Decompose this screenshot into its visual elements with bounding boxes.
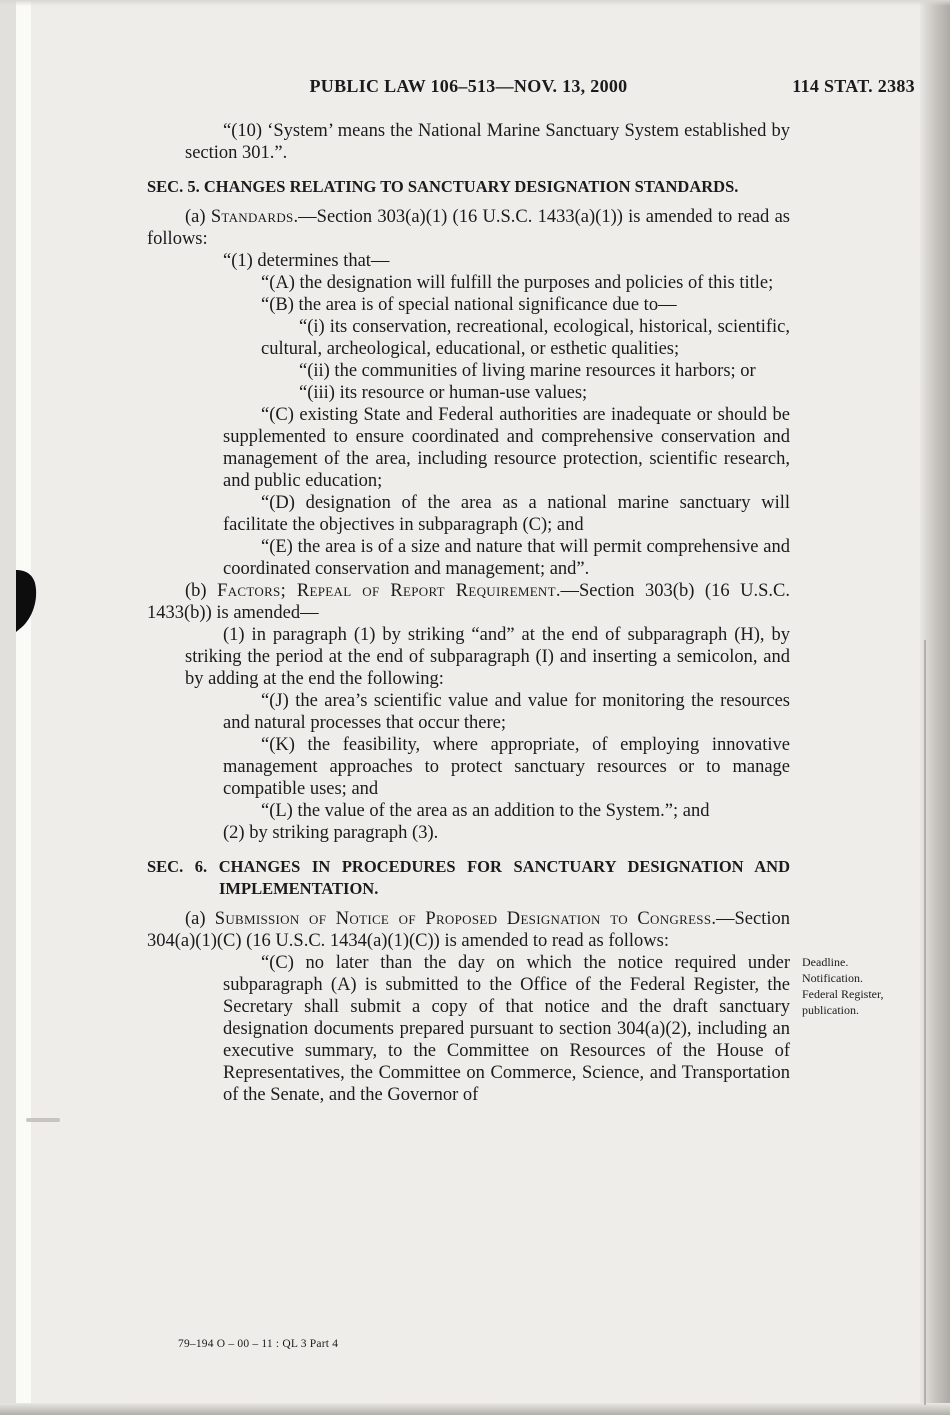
text-run: “(C) existing State and Federal authorities are inadequate or should be supplemented to ensure coordinated and comprehensive conservation and management of the area, including resource protection, scientific research, and public education; bbox=[223, 405, 790, 491]
text-run: “(A) the designation will fulfill the purposes and policies of this title; bbox=[261, 273, 774, 293]
paragraph bbox=[261, 382, 790, 404]
paragraph bbox=[147, 908, 790, 952]
margin-note-line: Notification. bbox=[802, 971, 863, 985]
paragraph bbox=[223, 800, 790, 822]
text-run: “(1) determines that— bbox=[223, 251, 390, 271]
scan-edge-left bbox=[0, 0, 16, 1415]
paragraph bbox=[261, 360, 790, 382]
paragraph bbox=[223, 952, 884, 1106]
section-heading bbox=[147, 176, 790, 198]
text-run: SEC. 5. CHANGES RELATING TO SANCTUARY DESIGNATION STANDARDS. bbox=[147, 177, 739, 196]
scan-line-artifact bbox=[924, 640, 926, 1405]
text-run: “(E) the area is of a size and nature that will permit comprehensive and coordinated conservation and management; and”. bbox=[223, 537, 790, 579]
scan-edge-bottom bbox=[0, 1403, 950, 1415]
print-footer: 79–194 O – 00 – 11 : QL 3 Part 4 bbox=[178, 1338, 339, 1350]
margin-note-line: Deadline. bbox=[802, 955, 849, 969]
text-run: “(B) the area is of special national significance due to— bbox=[261, 295, 677, 315]
small-caps-run: Factors; Repeal of Report Requirement bbox=[217, 581, 556, 601]
margin-note-line: publication. bbox=[802, 1003, 859, 1017]
paragraph bbox=[261, 316, 790, 360]
paragraph bbox=[223, 294, 790, 316]
text-run: (a) bbox=[185, 909, 215, 929]
text-run: (1) in paragraph (1) by striking “and” at the end of subparagraph (H), by striking the period at the end of subparagraph (I) and inserting a semicolon, and by adding at the end the following: bbox=[185, 625, 790, 689]
text-run: “(K) the feasibility, where appropriate, of employing innovative management approaches to protect sanctuary resources or to manage compatible uses; and bbox=[223, 735, 790, 799]
statute-page-number: 114 STAT. 2383 bbox=[792, 76, 915, 96]
text-run: .—Section 303(b) (16 U.S.C. 1433(b)) is amended— bbox=[147, 581, 790, 623]
paragraph bbox=[223, 536, 790, 580]
text-run: “(ii) the communities of living marine resources it harbors; or bbox=[299, 361, 756, 381]
small-caps-run: Submission of Notice of Proposed Designation to Congress bbox=[214, 909, 712, 929]
text-run: “(iii) its resource or human-use values; bbox=[299, 383, 588, 403]
paragraph bbox=[185, 250, 790, 272]
text-run: “(J) the area’s scientific value and value for monitoring the resources and natural processes that occur there; bbox=[223, 691, 790, 733]
margin-note-line: Federal Register, bbox=[802, 987, 884, 1001]
text-run: (b) bbox=[185, 581, 218, 601]
paragraph bbox=[185, 120, 790, 164]
small-caps-run: Standards bbox=[210, 207, 294, 227]
text-run: “(L) the value of the area as an addition to the System.”; and bbox=[261, 801, 710, 821]
paragraph bbox=[147, 206, 790, 250]
margin-note bbox=[802, 954, 922, 1018]
page-edge-strip bbox=[16, 0, 31, 1415]
text-run: “(C) no later than the day on which the notice required under subparagraph (A) is submitted to the Office of the Federal Register, the Secretary shall submit a copy of that notice and the draft sanctuary designation documents prepared pursuant to section 304(a)(2), including an executive summary, to the Committee on Resources of the House of Representatives, the Committee on Commerce, Science, and Transportation of the Senate, and the Governor of bbox=[223, 953, 790, 1105]
scan-edge-top bbox=[0, 0, 950, 6]
paragraph bbox=[223, 492, 790, 536]
paragraph bbox=[223, 690, 790, 734]
section-heading bbox=[147, 856, 790, 900]
text-run: “(D) designation of the area as a national marine sanctuary will facilitate the objectives in subparagraph (C); and bbox=[223, 493, 790, 535]
paragraph bbox=[185, 624, 790, 690]
law-title: PUBLIC LAW 106–513—NOV. 13, 2000 bbox=[309, 76, 628, 96]
text-run: .—Section 304(a)(1)(C) (16 U.S.C. 1434(a)(1)(C)) is amended to read as follows: bbox=[147, 909, 790, 951]
text-run: (2) by striking paragraph (3). bbox=[223, 823, 439, 843]
paragraph bbox=[185, 822, 790, 844]
paragraph bbox=[223, 404, 790, 492]
text-run: “(i) its conservation, recreational, ecological, historical, scientific, cultural, archeological, educational, or esthetic qualities; bbox=[261, 317, 790, 359]
page-header bbox=[147, 76, 915, 102]
ink-blot-artifact bbox=[14, 570, 44, 634]
paragraph bbox=[147, 580, 790, 624]
text-run: “(10) ‘System’ means the National Marine Sanctuary System established by section 301.”. bbox=[185, 121, 790, 163]
pencil-mark-artifact bbox=[26, 1118, 60, 1122]
document-body bbox=[147, 120, 884, 1106]
paragraph bbox=[223, 272, 790, 294]
paragraph bbox=[223, 734, 790, 800]
text-run: SEC. 6. CHANGES IN PROCEDURES FOR SANCTUARY DESIGNATION AND IMPLEMENTATION. bbox=[147, 857, 790, 898]
text-run: .—Section 303(a)(1) (16 U.S.C. 1433(a)(1)) is amended to read as follows: bbox=[147, 207, 790, 249]
text-run: (a) bbox=[185, 207, 211, 227]
